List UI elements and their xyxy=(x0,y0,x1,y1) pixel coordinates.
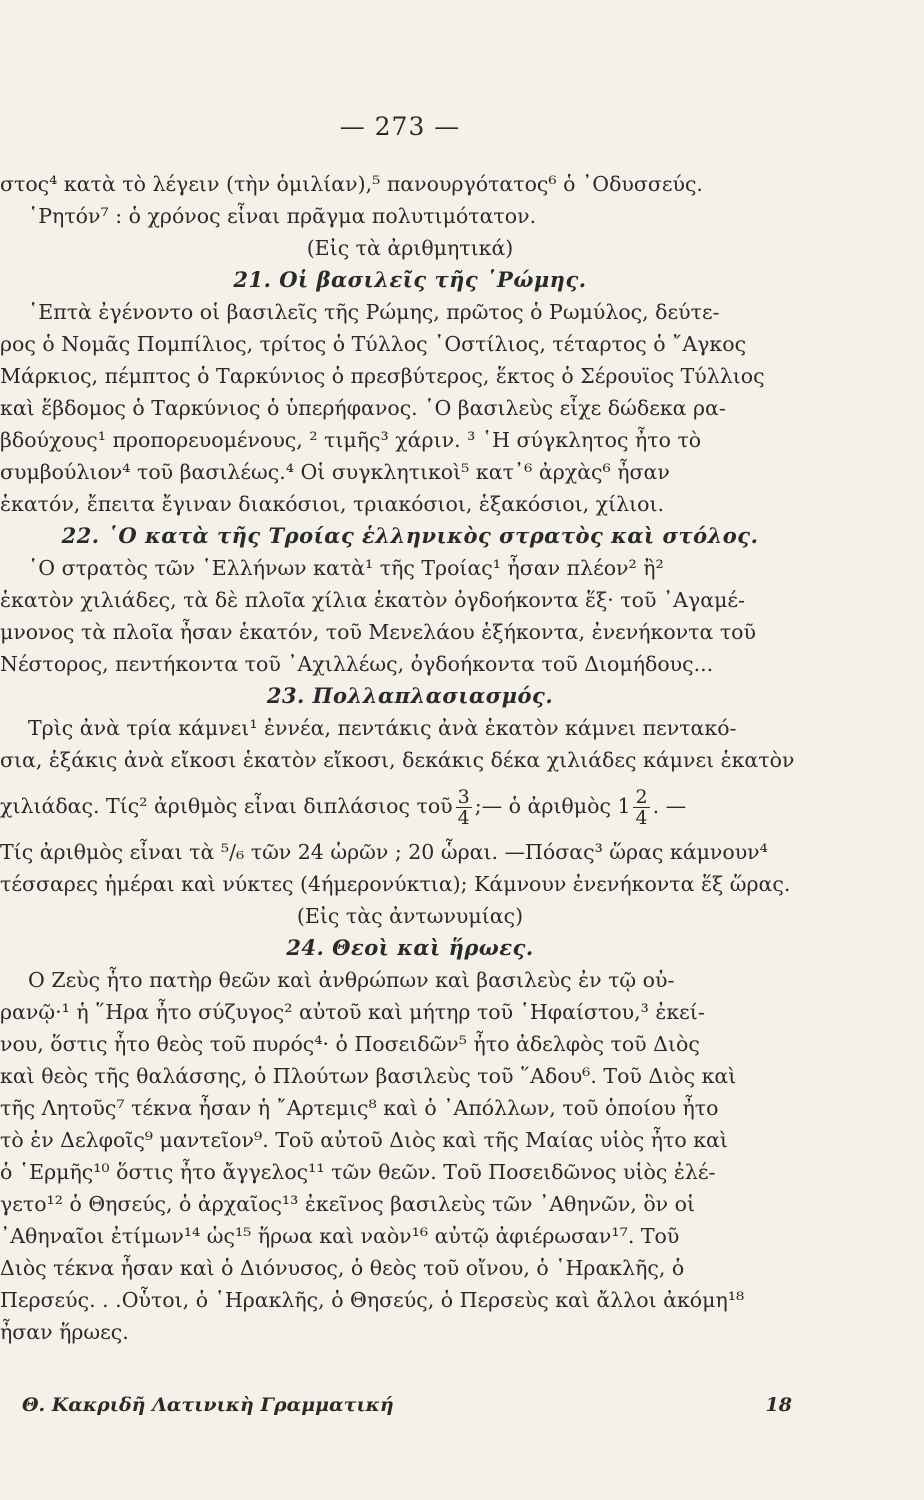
fraction-numerator: 2 xyxy=(635,786,648,808)
text-line: ῾Ρητόν⁷ : ὁ χρόνος εἶναι πρᾶγμα πολυτιμότατον. xyxy=(28,204,537,228)
text-segment: ;— ὁ ἀριθμὸς 1 xyxy=(474,794,631,818)
fraction-denominator: 4 xyxy=(457,807,470,829)
text-line: γετο¹² ὁ Θησεύς, ὁ ἀρχαῖος¹³ ἐκεῖνος βασιλεὺς τῶν ᾿Αθηνῶν, ὃν οἱ xyxy=(0,1192,696,1216)
subsection-note: (Εἰς τὰ ἀριθμητικά) xyxy=(306,236,514,260)
text-line: ᾿Αθηναῖοι ἐτίμων¹⁴ ὡς¹⁵ ἥρωα καὶ ναὸν¹⁶ αὐτῷ ἀφιέρωσαν¹⁷. Τοῦ xyxy=(0,1224,680,1248)
body-text xyxy=(0,168,820,1348)
section-heading: 21. Οἱ βασιλεῖς τῆς ῾Ρώμης. xyxy=(233,267,587,292)
section-heading: 23. Πολλαπλασιασμός. xyxy=(266,683,554,708)
text-line: μνονος τὰ πλοῖα ἦσαν ἑκατόν, τοῦ Μενελάου ἑξήκοντα, ἐνενήκοντα τοῦ xyxy=(0,620,756,644)
page-number: — 273 — xyxy=(339,112,461,141)
text-line: τὸ ἐν Δελφοῖς⁹ μαντεῖον⁹. Τοῦ αὐτοῦ Διὸς καὶ τῆς Μαίας υἱὸς ἦτο καὶ xyxy=(0,1128,728,1152)
fraction-denominator: 4 xyxy=(635,807,648,829)
text-line: Μάρκιος, πέμπτος ὁ Ταρκύνιος ὁ πρεσβύτερος, ἕκτος ὁ Σέρουϊος Τύλλιος xyxy=(0,364,765,388)
fraction-numerator: 3 xyxy=(457,786,470,808)
text-line: Διὸς τέκνα ἦσαν καὶ ὁ Διόνυσος, ὁ θεὸς τοῦ οἴνου, ὁ ῾Ηρακλῆς, ὁ xyxy=(0,1256,685,1280)
section-heading: 24. Θεοὶ καὶ ἥρωες. xyxy=(286,935,534,960)
text-line: στος⁴ κατὰ τὸ λέγειν (τὴν ὁμιλίαν),⁵ πανουργότατος⁶ ὁ ᾿Οδυσσεύς. xyxy=(0,172,703,196)
fraction xyxy=(633,787,649,828)
text-line: ῾Επτὰ ἐγένοντο οἱ βασιλεῖς τῆς Ρώμης, πρῶτος ὁ Ρωμύλος, δεύτε- xyxy=(28,300,720,324)
text-line: Τίς ἀριθμὸς εἶναι τὰ ⁵/₆ τῶν 24 ὡρῶν ; 20 ὧραι. —Πόσας³ ὥρας κάμνουν⁴ xyxy=(0,840,768,864)
text-line: ὁ ῾Ερμῆς¹⁰ ὅστις ἦτο ἄγγελος¹¹ τῶν θεῶν. Τοῦ Ποσειδῶνος υἱὸς ἐλέ- xyxy=(0,1160,716,1184)
text-line: ἑκατόν, ἔπειτα ἔγιναν διακόσιοι, τριακόσιοι, ἑξακόσιοι, χίλιοι. xyxy=(0,492,665,516)
text-line: Ο Ζεὺς ἦτο πατὴρ θεῶν καὶ ἀνθρώπων καὶ βασιλεὺς ἐν τῷ οὐ- xyxy=(28,968,675,992)
text-line: καὶ θεὸς τῆς θαλάσσης, ὁ Πλούτων βασιλεὺς τοῦ ῞Αδου⁶. Τοῦ Διὸς καὶ xyxy=(0,1064,737,1088)
text-line: βδούχους¹ προπορευομένους, ² τιμῆς³ χάριν. ³ ῾Η σύγκλητος ἦτο τὸ xyxy=(0,428,702,452)
text-line: ρανῷ·¹ ἡ ῞Ηρα ἦτο σύζυγος² αὐτοῦ καὶ μήτηρ τοῦ ῾Ηφαίστου,³ ἐκεί- xyxy=(0,1000,705,1024)
text-line: Τρὶς ἀνὰ τρία κάμνει¹ ἐννέα, πεντάκις ἀνὰ ἑκατὸν κάμνει πεντακό- xyxy=(28,716,737,740)
text-line: Νέστορος, πεντήκοντα τοῦ ᾿Αχιλλέως, ὀγδοήκοντα τοῦ Διομήδους... xyxy=(0,652,714,676)
text-line: τέσσαρες ἡμέραι καὶ νύκτες (4ήμερονύκτια); Κάμνουν ἐνενήκοντα ἕξ ὥρας. xyxy=(0,872,791,896)
text-line: ἑκατὸν χιλιάδες, τὰ δὲ πλοῖα χίλια ἑκατὸν ὀγδοήκοντα ἕξ· τοῦ ᾿Αγαμέ- xyxy=(0,588,745,612)
fraction xyxy=(456,787,472,828)
text-line: ῾Ο στρατὸς τῶν ῾Ελλήνων κατὰ¹ τῆς Τροίας¹ ἦσαν πλέον² ἢ² xyxy=(28,556,664,580)
text-line: συμβούλιον⁴ τοῦ βασιλέως.⁴ Οἱ συγκλητικοὶ⁵ κατ᾿⁶ ἀρχὰς⁶ ἦσαν xyxy=(0,460,670,484)
subsection-note: (Εἰς τὰς ἀντωνυμίας) xyxy=(296,904,524,928)
text-line: νου, ὅστις ἦτο θεὸς τοῦ πυρός⁴· ὁ Ποσειδῶν⁵ ἦτο ἀδελφὸς τοῦ Διὸς xyxy=(0,1032,700,1056)
text-segment: χιλιάδας. Τίς² ἀριθμὸς εἶναι διπλάσιος τοῦ xyxy=(0,794,453,818)
text-line: ἦσαν ἥρωες. xyxy=(0,1320,129,1344)
section-heading: 22. ῾Ο κατὰ τῆς Τροίας ἑλληνικὸς στρατὸς καὶ στόλος. xyxy=(61,523,759,548)
text-line: τῆς Λητοῦς⁷ τέκνα ἦσαν ἡ ῎Αρτεμις⁸ καὶ ὁ ᾿Απόλλων, τοῦ ὁποίου ἦτο xyxy=(0,1096,719,1120)
text-line: ρος ὁ Νομᾶς Πομπίλιος, τρίτος ὁ Τύλλος ῾Οστίλιος, τέταρτος ὁ ῎Αγκος xyxy=(0,332,747,356)
text-line: καὶ ἕβδομος ὁ Ταρκύνιος ὁ ὑπερήφανος. ῾Ο βασιλεὺς εἶχε δώδεκα ρα- xyxy=(0,396,726,420)
footer-signature-number: 18 xyxy=(765,1394,792,1416)
text-line: σια, ἑξάκις ἀνὰ εἴκοσι ἑκατὸν εἴκοσι, δεκάκις δέκα χιλιάδες κάμνει ἑκατὸν xyxy=(0,748,795,772)
text-segment: . — xyxy=(652,794,687,818)
text-line: Περσεύς. . .Οὗτοι, ὁ ῾Ηρακλῆς, ὁ Θησεύς, ὁ Περσεὺς καὶ ἄλλοι ἀκόμη¹⁸ xyxy=(0,1288,745,1312)
footer-title: Θ. Κακριδῆ Λατινικὴ Γραμματική xyxy=(22,1394,394,1416)
text-line-with-fractions xyxy=(0,776,820,836)
